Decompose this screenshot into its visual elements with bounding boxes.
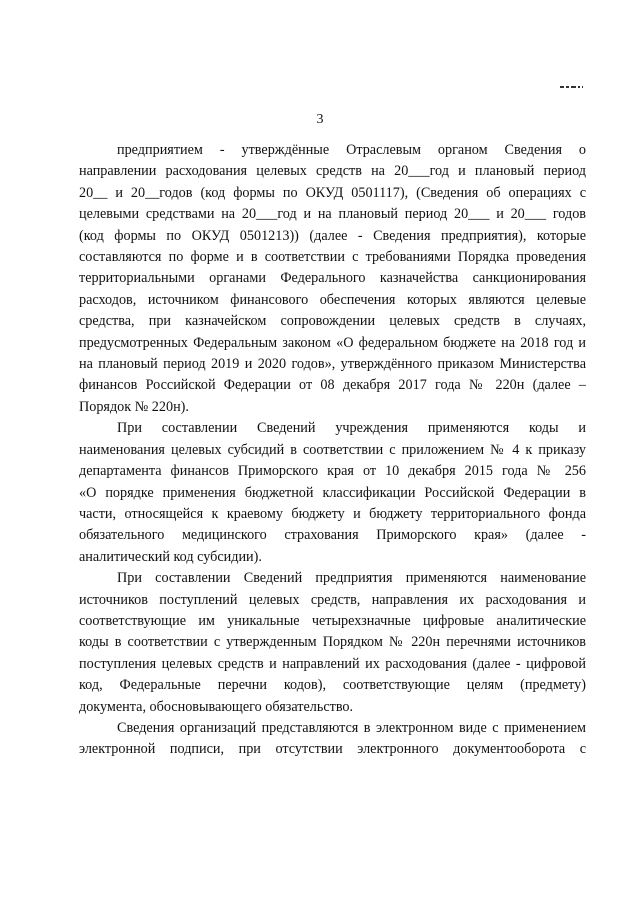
text-line: аналитический код субсидии). xyxy=(79,548,262,565)
text-line: 20__ и 20__годов (код формы по ОКУД 0501117), (Сведения об операциях с xyxy=(79,184,586,201)
text-line: на плановый период 2019 и 2020 годов», утверждённого приказом Министерства xyxy=(79,356,586,373)
paragraph-2 xyxy=(79,418,586,568)
text-line: документа, обосновывающего обязательство. xyxy=(79,698,354,715)
text-line: коды в соответствии с утвержденным Порядком № 220н перечнями источников xyxy=(79,634,586,651)
text-line: код, Федеральные перечни кодов), соответствующие целям (предмету) xyxy=(79,677,586,694)
text-line: предприятием - утверждённые Отраслевым органом Сведения о xyxy=(117,142,586,158)
text-line: Сведения организаций представляются в электронном виде с применением xyxy=(117,719,586,736)
text-line: Порядок № 220н). xyxy=(79,398,189,415)
document-body xyxy=(79,140,586,761)
text-line: предусмотренных Федеральным законом «О федеральном бюджете на 2018 год и xyxy=(79,334,586,351)
text-line: поступления целевых средств и направлений их расходования (далее - цифровой xyxy=(79,655,586,672)
paragraph-4 xyxy=(79,718,586,761)
text-line: части, относящейся к краевому бюджету и бюджету территориального фонда xyxy=(79,505,586,522)
text-line: средства, при казначейском сопровождении целевых средств в случаях, xyxy=(79,313,586,330)
text-line: департамента финансов Приморского края от 10 декабря 2015 года № 256 xyxy=(79,463,586,480)
text-line: направлении расходования целевых средств на 20___год и плановый период xyxy=(79,163,586,180)
text-line: источников поступлений целевых средств, направления их расходования и xyxy=(79,591,586,608)
text-line: обязательного медицинского страхования Приморского края» (далее - xyxy=(79,527,586,544)
text-line: (код формы по ОКУД 0501213)) (далее - Сведения предприятия), которые xyxy=(79,227,586,244)
paragraph-3 xyxy=(79,568,586,718)
text-line: «О порядке применения бюджетной классификации Российской Федерации в xyxy=(79,484,586,501)
paragraph-1 xyxy=(79,140,586,418)
page-number: 3 xyxy=(316,112,324,127)
scan-mark xyxy=(560,86,586,88)
text-line: расходов, источником финансового обеспечения которых являются целевые xyxy=(79,291,586,308)
text-line: наименования целевых субсидий в соответствии с приложением № 4 к приказу xyxy=(79,441,586,458)
text-line: финансов Российской Федерации от 08 декабря 2017 года № 220н (далее – xyxy=(79,377,586,394)
text-line: соответствующие им уникальные четырехзначные цифровые аналитические xyxy=(79,612,586,629)
text-line: При составлении Сведений учреждения применяются коды и xyxy=(117,420,586,437)
text-line: территориальными органами Федерального казначейства санкционирования xyxy=(79,270,586,287)
text-line: При составлении Сведений предприятия применяются наименование xyxy=(117,570,586,587)
text-line: целевыми средствами на 20___год и на плановый период 20___ и 20___ годов xyxy=(79,206,586,223)
text-line: составляются по форме и в соответствии с требованиями Порядка проведения xyxy=(79,249,586,266)
text-line: электронной подписи, при отсутствии электронного документооборота с xyxy=(79,741,586,758)
